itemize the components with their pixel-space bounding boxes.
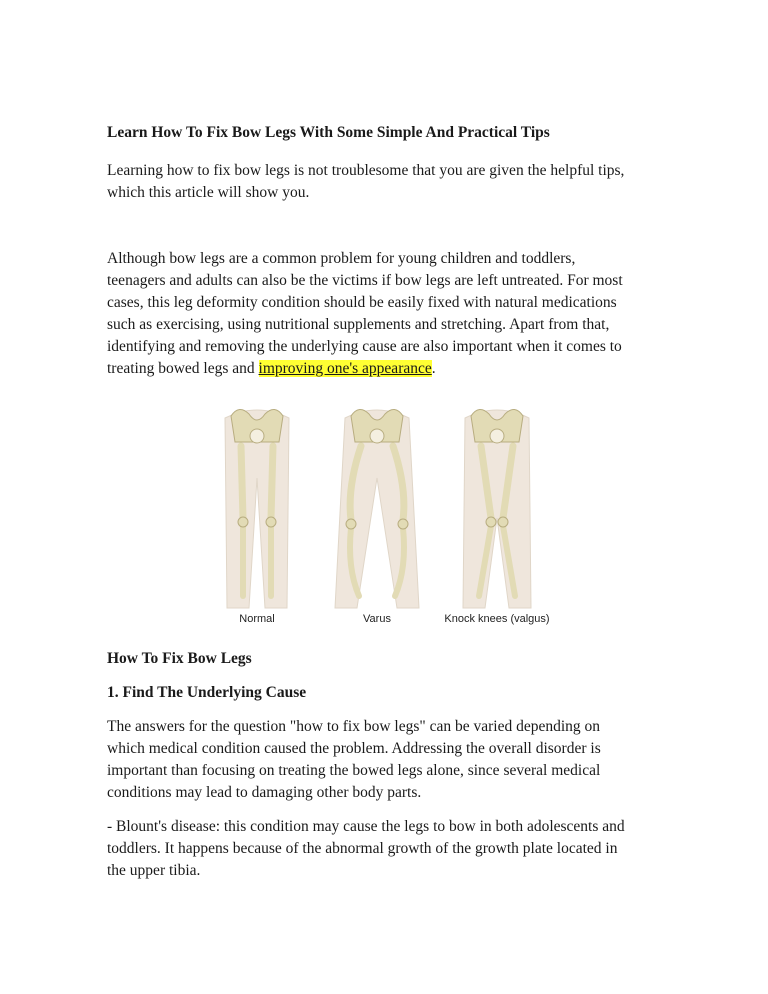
text-segment: . bbox=[431, 360, 436, 377]
improving-appearance-link[interactable]: improving one's appearance bbox=[258, 360, 432, 377]
text-segment: treating bowed legs and bbox=[107, 360, 259, 377]
text-line: - Blount's disease: this condition may cause the legs to bow in both adolescents and bbox=[107, 818, 625, 835]
leg-alignment-figure bbox=[217, 398, 557, 628]
caption-normal: Normal bbox=[239, 613, 275, 625]
text-line: which medical condition caused the problem. Addressing the overall disorder is bbox=[107, 740, 601, 757]
text-line bbox=[107, 358, 667, 380]
varus-legs-illustration bbox=[335, 409, 419, 608]
normal-legs-illustration bbox=[225, 409, 289, 608]
text-line: important than focusing on treating the bowed legs alone, since several medical bbox=[107, 762, 601, 779]
text-line: conditions may lead to damaging other body parts. bbox=[107, 784, 422, 801]
body-paragraph-1 bbox=[107, 248, 667, 380]
text-line: The answers for the question "how to fix bow legs" can be varied depending on bbox=[107, 718, 601, 735]
article-title: Learn How To Fix Bow Legs With Some Simple And Practical Tips bbox=[107, 124, 550, 141]
section-heading: How To Fix Bow Legs bbox=[107, 650, 252, 667]
text-line: the upper tibia. bbox=[107, 862, 201, 879]
caption-varus: Varus bbox=[363, 613, 391, 625]
text-line: Although bow legs are a common problem for young children and toddlers, bbox=[107, 250, 576, 267]
text-line: teenagers and adults can also be the victims if bow legs are left untreated. For most bbox=[107, 272, 623, 289]
text-line: Learning how to fix bow legs is not troublesome that you are given the helpful tips, bbox=[107, 162, 625, 179]
text-line: cases, this leg deformity condition should be easily fixed with natural medications bbox=[107, 294, 617, 311]
body-paragraph-2 bbox=[107, 716, 667, 804]
knock-knees-illustration bbox=[463, 409, 531, 608]
caption-knock-knees: Knock knees (valgus) bbox=[444, 613, 550, 625]
text-line: such as exercising, using nutritional supplements and stretching. Apart from that, bbox=[107, 316, 610, 333]
body-paragraph-3 bbox=[107, 816, 667, 882]
leg-diagram bbox=[217, 398, 557, 628]
subsection-heading: 1. Find The Underlying Cause bbox=[107, 684, 307, 701]
text-line: identifying and removing the underlying cause are also important when it comes to bbox=[107, 338, 622, 355]
text-line: toddlers. It happens because of the abnormal growth of the growth plate located in bbox=[107, 840, 618, 857]
intro-paragraph bbox=[107, 160, 667, 204]
text-line: which this article will show you. bbox=[107, 184, 310, 201]
